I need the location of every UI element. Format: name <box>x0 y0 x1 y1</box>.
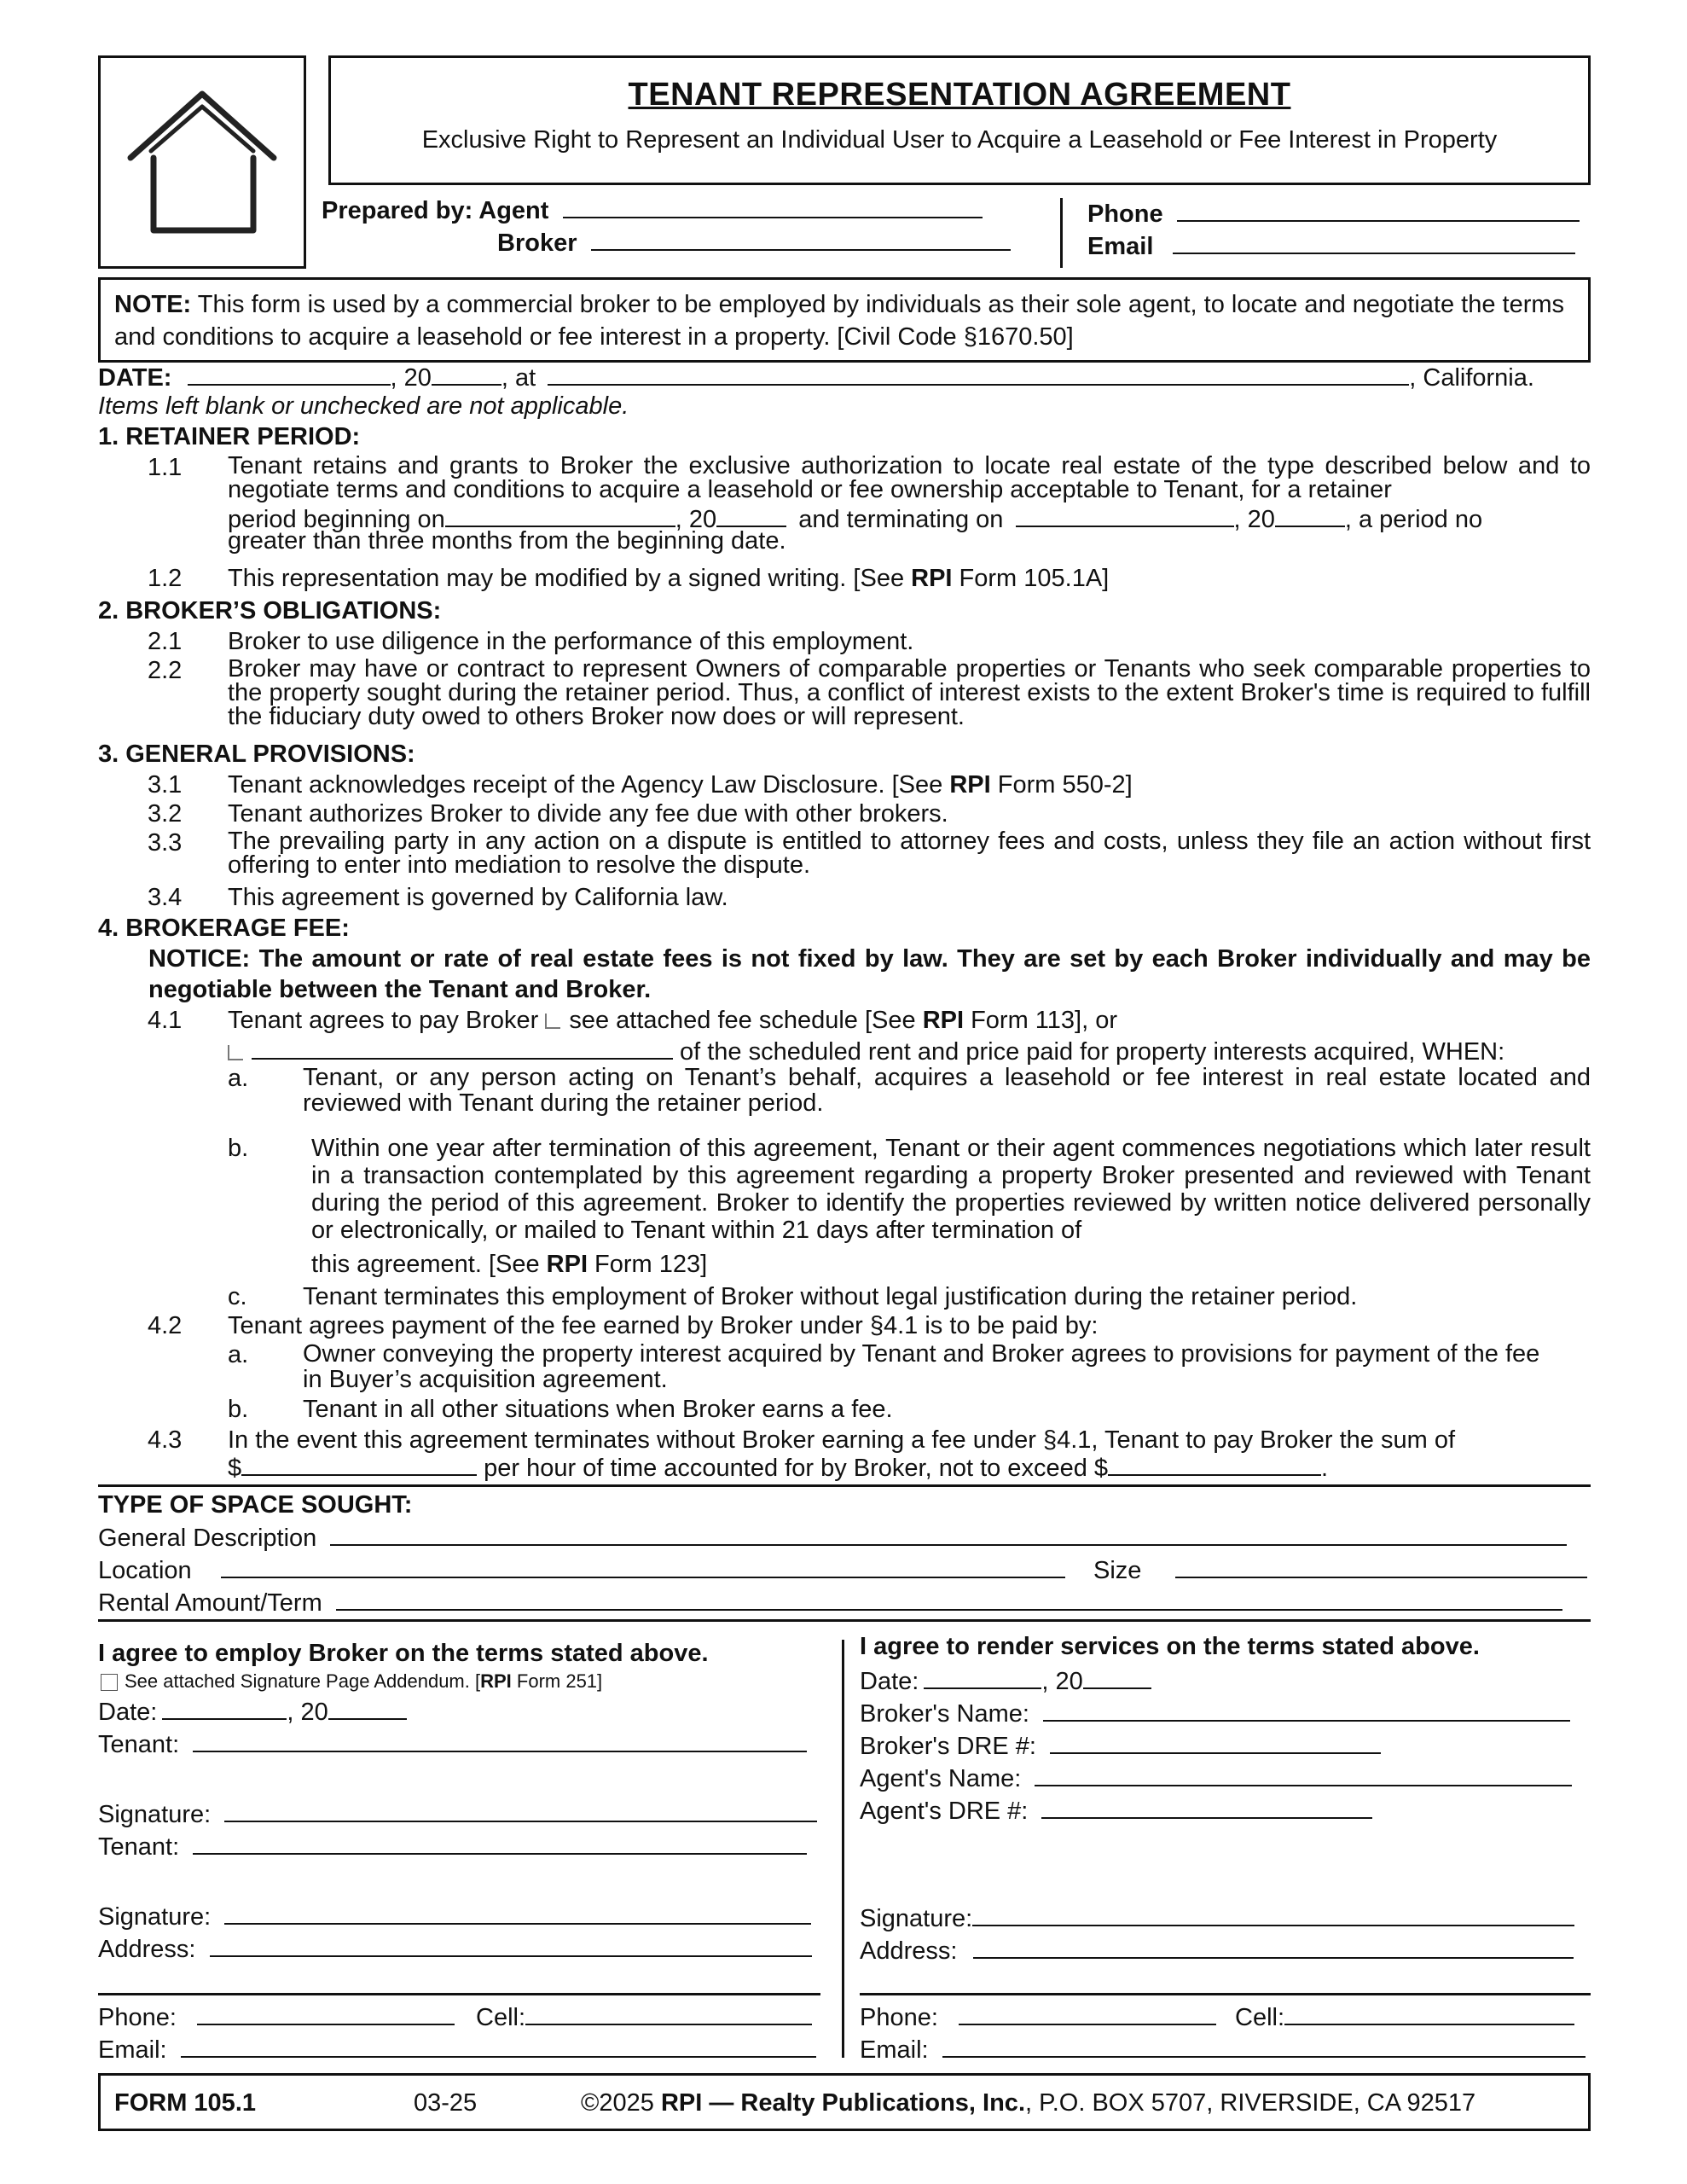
section-2-heading: 2. BROKER’S OBLIGATIONS: <box>98 597 442 624</box>
phone-field[interactable] <box>1177 198 1580 222</box>
item-4-2a-letter: a. <box>228 1341 249 1368</box>
agent-field[interactable] <box>563 195 983 218</box>
broker-name-row: Broker's Name: <box>860 1698 1570 1728</box>
email-field[interactable] <box>1173 230 1575 254</box>
broker-phone-row: Phone: <box>860 2001 1216 2031</box>
tenant-address-field[interactable] <box>210 1933 812 1957</box>
tenant-1-signature-row: Signature: <box>98 1798 817 1828</box>
broker-date-field[interactable] <box>924 1665 1041 1689</box>
item-4-1c-letter: c. <box>228 1283 247 1310</box>
rental-row: Rental Amount/Term <box>98 1587 1562 1617</box>
item-1-2-number: 1.2 <box>148 565 183 592</box>
tenant-cell-row: Cell: <box>476 2001 812 2031</box>
item-4-3-number: 4.3 <box>148 1426 183 1454</box>
item-1-2-text: This representation may be modified by a signed writing. [See RPI Form 105.1A] <box>228 565 1110 592</box>
item-4-1c-text: Tenant terminates this employment of Broker without legal justification during the retainer period. <box>303 1283 1358 1310</box>
page-subtitle: Exclusive Right to Represent an Individual User to Acquire a Leasehold or Fee Interest in Property <box>421 126 1498 154</box>
broker-phone-field[interactable] <box>959 2001 1216 2025</box>
item-1-1-number: 1.1 <box>148 454 183 481</box>
broker-address-row: Address: <box>860 1935 1574 1965</box>
city-field[interactable] <box>548 362 1409 386</box>
broker-name-field[interactable] <box>1043 1698 1570 1722</box>
period-end-field[interactable] <box>1016 503 1234 527</box>
house-icon <box>98 55 306 269</box>
item-3-3-text: The prevailing party in any action on a dispute is entitled to attorney fees and costs, unless they file an action without first offering to enter into mediation to resolve the dispute. <box>228 828 1591 879</box>
tenant-2-row: Tenant: <box>98 1831 807 1861</box>
tenant-phone-row: Phone: <box>98 2001 455 2031</box>
section-1-heading: 1. RETAINER PERIOD: <box>98 423 361 450</box>
broker-signature-row: Signature: <box>860 1902 1574 1932</box>
broker-address-line-2 <box>860 1993 1591 1995</box>
tenant-1-row: Tenant: <box>98 1728 807 1758</box>
section-4-heading: 4. BROKERAGE FEE: <box>98 915 350 942</box>
tenant-email-row: Email: <box>98 2034 816 2064</box>
item-1-1-text: Tenant retains and grants to Broker the exclusive authorization to locate real estate of the type described below and to negotiate terms and conditions to acquire a leasehold or fee ownership acceptable to Tenant, for a retainer <box>228 452 1591 503</box>
tenant-address-line-2 <box>98 1993 820 1995</box>
item-4-1b-letter: b. <box>228 1135 249 1162</box>
size-row: Size <box>1093 1554 1587 1584</box>
item-4-3-amounts: $ per hour of time accounted for by Broker, not to exceed $ . <box>228 1452 1328 1482</box>
broker-year-field[interactable] <box>1083 1665 1151 1689</box>
general-description-row: General Description <box>98 1522 1567 1552</box>
broker-date-row: Date: , 20 <box>860 1665 1151 1695</box>
item-2-1-text: Broker to use diligence in the performance of this employment. <box>228 628 914 655</box>
item-4-3-text: In the event this agreement terminates without Broker earning a fee under §4.1, Tenant to pay Broker the sum of <box>228 1426 1456 1454</box>
rental-field[interactable] <box>336 1587 1562 1611</box>
form-date: 03-25 <box>414 2089 478 2117</box>
broker-dre-row: Broker's DRE #: <box>860 1730 1381 1760</box>
section-3-heading: 3. GENERAL PROVISIONS: <box>98 741 415 768</box>
broker-agree-heading: I agree to render services on the terms stated above. <box>860 1633 1480 1660</box>
form-number: FORM 105.1 <box>114 2089 256 2117</box>
agent-dre-row: Agent's DRE #: <box>860 1795 1372 1825</box>
signature-column-divider <box>842 1640 844 2058</box>
broker-email-row: Email: <box>860 2034 1586 2064</box>
item-4-1b-end: this agreement. [See RPI Form 123] <box>311 1251 708 1278</box>
header-divider <box>1060 198 1063 268</box>
tenant-2-signature-row: Signature: <box>98 1901 811 1931</box>
tenant-email-field[interactable] <box>181 2034 816 2058</box>
item-4-2a-text: Owner conveying the property interest acquired by Tenant and Broker agrees to provisions for payment of the fee in Buyer’s acquisition agreement. <box>303 1340 1540 1393</box>
item-4-1-number: 4.1 <box>148 1007 183 1034</box>
item-4-2-text: Tenant agrees payment of the fee earned by Broker under §4.1 is to be paid by: <box>228 1312 1099 1339</box>
period-begin-field[interactable] <box>445 503 675 527</box>
general-description-field[interactable] <box>330 1522 1567 1546</box>
item-2-2-number: 2.2 <box>148 657 183 684</box>
prepared-by-agent: Prepared by: Agent <box>322 195 983 224</box>
tenant-2-signature-field[interactable] <box>224 1901 811 1925</box>
location-row: Location <box>98 1554 1065 1584</box>
logo-box <box>98 55 306 269</box>
footer-box <box>98 2073 1591 2131</box>
tenant-address-row: Address: <box>98 1933 812 1963</box>
period-end-year-field[interactable] <box>1275 503 1345 527</box>
agent-name-row: Agent's Name: <box>860 1763 1572 1792</box>
blank-note: Items left blank or unchecked are not applicable. <box>98 392 629 420</box>
location-field[interactable] <box>221 1554 1065 1578</box>
broker-dre-field[interactable] <box>1050 1730 1381 1754</box>
item-1-1-end: greater than three months from the beginning date. <box>228 527 786 555</box>
fee-rate-checkbox[interactable] <box>228 1045 243 1060</box>
broker-address-field[interactable] <box>973 1935 1574 1959</box>
tenant-1-signature-field[interactable] <box>224 1798 817 1822</box>
date-line: DATE: , 20 , at , California. <box>98 362 1534 392</box>
tenant-date-row: Date: , 20 <box>98 1696 407 1726</box>
size-field[interactable] <box>1175 1554 1587 1578</box>
item-4-2-number: 4.2 <box>148 1312 183 1339</box>
item-3-2-number: 3.2 <box>148 800 183 828</box>
item-2-1-number: 2.1 <box>148 628 183 655</box>
broker-signature-field[interactable] <box>972 1902 1574 1926</box>
space-heading: TYPE OF SPACE SOUGHT: <box>98 1491 413 1519</box>
addendum-checkbox[interactable] <box>101 1674 118 1691</box>
item-3-1-number: 3.1 <box>148 771 183 799</box>
tenant-year-field[interactable] <box>328 1696 407 1720</box>
item-3-4-number: 3.4 <box>148 884 183 911</box>
broker-field[interactable] <box>591 227 1011 251</box>
item-4-1-text: Tenant agrees to pay Broker see attached fee schedule [See RPI Form 113], or <box>228 1007 1117 1034</box>
broker-cell-row: Cell: <box>1235 2001 1574 2031</box>
brokerage-notice: NOTICE: The amount or rate of real estate fees is not fixed by law. They are set by each Broker individually and may be negotiable between the Tenant and Broker. <box>148 945 1591 1003</box>
signature-addendum: See attached Signature Page Addendum. [RPI Form 251] <box>101 1670 602 1693</box>
item-4-1b-text: Within one year after termination of this agreement, Tenant or their agent commences negotiations which later result in a transaction contemplated by this agreement regarding a property Broker presented and reviewed with Tenant during the period of this agreement. Broker to identify the properties reviewed by written notice delivered personally or electronically, or mailed to Tenant within 21 days after termination of <box>311 1135 1591 1244</box>
item-3-4-text: This agreement is governed by California law. <box>228 884 728 911</box>
tenant-date-field[interactable] <box>162 1696 287 1720</box>
tenant-1-field[interactable] <box>193 1728 807 1752</box>
fee-schedule-checkbox[interactable] <box>545 1014 560 1029</box>
period-begin-year-field[interactable] <box>716 503 786 527</box>
item-4-1-fee-line: of the scheduled rent and price paid for property interests acquired, WHEN: <box>228 1036 1504 1066</box>
broker-cell-field[interactable] <box>1284 2001 1574 2025</box>
prepared-by-broker: Broker <box>497 227 1011 257</box>
item-2-2-text: Broker may have or contract to represent Owners of comparable properties or Tenants who seek comparable properties to the property sought during the retainer period. Thus, a conflict of interest exists to the extent Broker's time is required to fulfill the fiduciary duty owed to others Broker now does or will represent. <box>228 655 1591 730</box>
year-field[interactable] <box>432 362 501 386</box>
hourly-rate-field[interactable] <box>241 1452 477 1476</box>
item-3-2-text: Tenant authorizes Broker to divide any fee due with other brokers. <box>228 800 948 828</box>
item-4-1a-letter: a. <box>228 1065 249 1092</box>
email-row: Email <box>1087 230 1575 260</box>
divider-mid <box>98 1619 1591 1622</box>
item-1-1-period: period beginning on , 20 and terminating on , 20 , a period no <box>228 503 1482 533</box>
item-4-2b-text: Tenant in all other situations when Broker earns a fee. <box>303 1396 893 1423</box>
tenant-agree-heading: I agree to employ Broker on the terms stated above. <box>98 1640 709 1667</box>
item-4-2b-letter: b. <box>228 1396 249 1423</box>
item-3-3-number: 3.3 <box>148 829 183 857</box>
tenant-2-field[interactable] <box>193 1831 807 1855</box>
fee-rate-field[interactable] <box>252 1036 673 1060</box>
divider-top <box>98 1484 1591 1487</box>
item-3-1-text: Tenant acknowledges receipt of the Agency Law Disclosure. [See RPI Form 550-2] <box>228 771 1133 799</box>
copyright: ©2025 RPI — Realty Publications, Inc., P.O. BOX 5707, RIVERSIDE, CA 92517 <box>581 2089 1476 2117</box>
broker-email-field[interactable] <box>942 2034 1586 2058</box>
max-amount-field[interactable] <box>1108 1452 1321 1476</box>
note-text: NOTE: This form is used by a commercial broker to be employed by individuals as their sole agent, to locate and negotiate the terms and conditions to acquire a leasehold or fee interest in a property. [Civil Code §1670.50] <box>114 291 1565 351</box>
note-box <box>98 277 1591 363</box>
date-field[interactable] <box>188 362 391 386</box>
title-box <box>328 55 1591 185</box>
agent-dre-field[interactable] <box>1041 1795 1372 1819</box>
tenant-phone-field[interactable] <box>197 2001 455 2025</box>
phone-row: Phone <box>1087 198 1580 228</box>
item-4-1a-text: Tenant, or any person acting on Tenant’s behalf, acquires a leasehold or fee interest in real estate located and reviewed with Tenant during the retainer period. <box>303 1064 1591 1117</box>
page-title: TENANT REPRESENTATION AGREEMENT <box>628 77 1291 113</box>
agent-name-field[interactable] <box>1035 1763 1572 1786</box>
tenant-cell-field[interactable] <box>525 2001 812 2025</box>
